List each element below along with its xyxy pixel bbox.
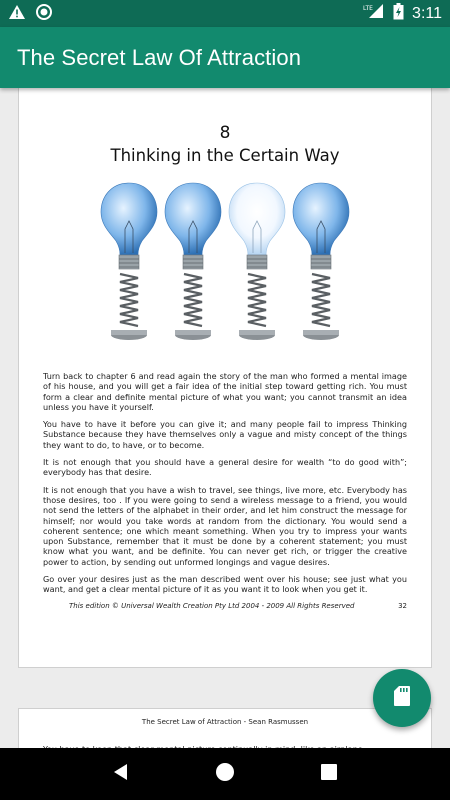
warning-icon <box>8 4 26 24</box>
page-header: The Secret Law of Attraction - Sean Rasmussen <box>141 718 309 726</box>
sd-card-icon <box>393 685 411 711</box>
copyright-notice: This edition © Universal Wealth Creation Pty Ltd 2004 - 2009 All Rights Reserved <box>69 601 355 610</box>
app-title: The Secret Law Of Attraction <box>17 44 302 70</box>
clock: 3:11 <box>412 4 442 22</box>
record-icon <box>36 4 52 24</box>
pdf-viewer[interactable] <box>0 88 450 748</box>
light-bulb-image <box>162 179 224 347</box>
paragraph: Go over your desires just as the man described went over his house; see just what you want, and get a clear mental picture of it as you want it to look when you get it. <box>43 574 407 595</box>
app-bar <box>0 27 450 88</box>
paragraph: It is not enough that you should have a general desire for wealth “to do good with”; everybody has that desire. <box>43 457 407 478</box>
light-bulb-image <box>98 179 160 347</box>
status-bar <box>0 0 450 27</box>
light-bulbs-illustration <box>19 179 431 347</box>
light-bulb-image <box>226 179 288 347</box>
recents-icon[interactable] <box>320 763 338 785</box>
sd-card-fab-button[interactable] <box>373 669 431 727</box>
navigation-bar <box>0 748 450 800</box>
page-footer <box>19 602 431 610</box>
page-number: 32 <box>398 601 407 610</box>
chapter-title: Thinking in the Certain Way <box>110 146 340 165</box>
paragraph: You have to have it before you can give it; and many people fail to impress Thinking Substance because they have themselves only a vague and misty concept of the things they want to do, to have, or to become. <box>43 419 407 450</box>
chapter-number: 8 <box>219 123 231 143</box>
light-bulb-image <box>290 179 352 347</box>
svg-text:LTE: LTE <box>363 5 374 12</box>
home-icon[interactable] <box>215 762 235 786</box>
battery-charging-icon <box>393 3 404 25</box>
lte-signal-icon <box>363 3 385 24</box>
paragraph: It is not enough that you have a wish to travel, see things, live more, etc. Everybody has those desires, too . If you were going to send a wireless message to a friend, you would not send the letters of the alphabet in their order, and let him construct the message for himself; nor would you take words at random from the dictionary. You would send a coherent sentence; one which meant something. When you try to impress your wants upon Substance, remember that it must be done by a coherent statement; you must know what you want, and be definite. You can never get rich, or trigger the creative power to action, by sending out unformed longings and vague desires. <box>43 484 407 567</box>
paragraph: Turn back to chapter 6 and read again the story of the man who formed a mental image of his house, and you will get a fair idea of the initial step toward getting rich. You must form a clear and definite mental picture of what you want; you cannot transmit an idea unless you have it yourself. <box>43 371 407 412</box>
chapter-body <box>19 371 431 595</box>
back-icon[interactable] <box>112 763 130 785</box>
pdf-page[interactable] <box>18 86 432 668</box>
